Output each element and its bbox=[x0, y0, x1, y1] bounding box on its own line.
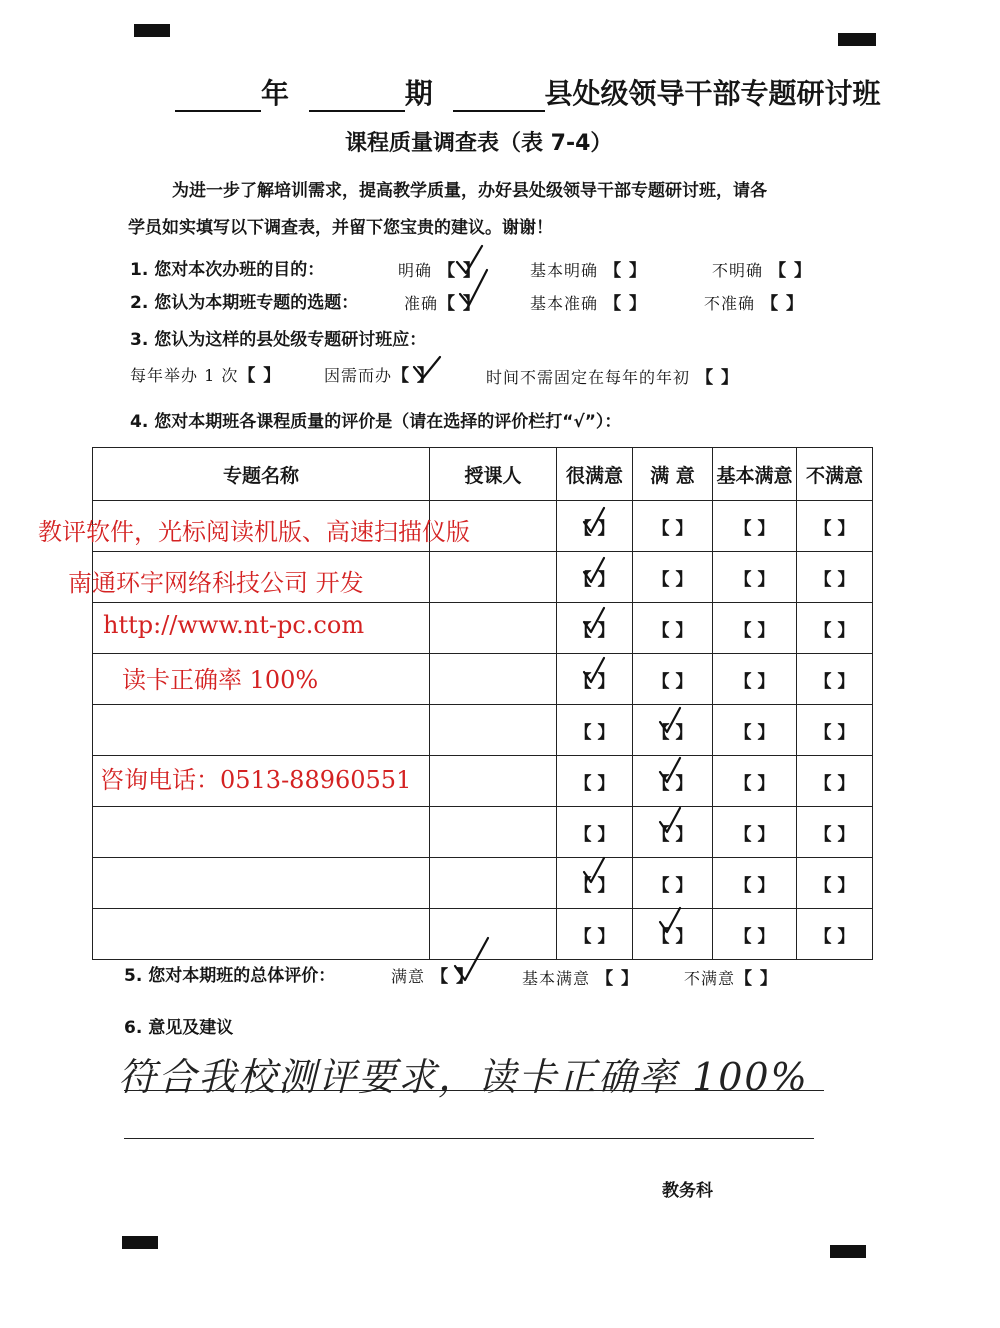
q3-label: 3. 您认为这样的县处级专题研讨班应： bbox=[130, 330, 427, 350]
handwritten-comment: 符合我校测评要求，读卡正确率 100% bbox=[118, 1055, 809, 1099]
rating-box-dissatisfied[interactable]: 【 】 bbox=[797, 807, 873, 858]
rating-box-dissatisfied[interactable]: 【 】 bbox=[797, 909, 873, 960]
q1-check-icon bbox=[457, 246, 482, 273]
q6-label: 6. 意见及建议 bbox=[124, 1018, 234, 1038]
q1-label: 1. 您对本次办班的目的： bbox=[130, 260, 325, 280]
table-check-icon bbox=[584, 658, 604, 682]
rating-box-satisfied[interactable]: 【 】 bbox=[633, 603, 713, 654]
rating-box-very-satisfied[interactable]: 【 】 bbox=[557, 756, 633, 807]
rating-box-basically-satisfied[interactable]: 【 】 bbox=[713, 756, 797, 807]
table-check-icon bbox=[584, 858, 604, 882]
overlay-software-text: 教评软件，光标阅读机版、高速扫描仪版 bbox=[38, 518, 470, 546]
rating-box-dissatisfied[interactable]: 【 】 bbox=[797, 654, 873, 705]
rating-box-satisfied[interactable]: 【 】 bbox=[633, 807, 713, 858]
q1-option-basically-clear[interactable]: 基本明确 【 】 bbox=[530, 261, 648, 281]
rating-box-very-satisfied[interactable]: 【 】 bbox=[557, 603, 633, 654]
q5-check-icon bbox=[455, 938, 488, 980]
header-very-satisfied: 很满意 bbox=[557, 448, 633, 501]
rating-box-dissatisfied[interactable]: 【 】 bbox=[797, 501, 873, 552]
rating-box-very-satisfied[interactable]: 【 】 bbox=[557, 807, 633, 858]
department-label: 教务科 bbox=[662, 1181, 713, 1201]
rating-box-satisfied[interactable]: 【 】 bbox=[633, 654, 713, 705]
rating-box-basically-satisfied[interactable]: 【 】 bbox=[713, 603, 797, 654]
intro-line-1: 为进一步了解培训需求，提高教学质量，办好县处级领导干部专题研讨班，请各 bbox=[172, 181, 767, 201]
table-check-icon bbox=[660, 908, 680, 932]
rating-box-basically-satisfied[interactable]: 【 】 bbox=[713, 501, 797, 552]
header-dissatisfied: 不满意 bbox=[797, 448, 873, 501]
q3-option-not-fixed[interactable]: 时间不需固定在每年的年初 【 】 bbox=[486, 368, 740, 388]
rating-box-satisfied[interactable]: 【 】 bbox=[633, 858, 713, 909]
rating-box-basically-satisfied[interactable]: 【 】 bbox=[713, 654, 797, 705]
q2-option-accurate[interactable]: 准确【 】 bbox=[404, 294, 481, 314]
rating-box-basically-satisfied[interactable]: 【 】 bbox=[713, 705, 797, 756]
q5-option-satisfied[interactable]: 满意 【 】 bbox=[391, 967, 475, 987]
rating-box-basically-satisfied[interactable]: 【 】 bbox=[713, 807, 797, 858]
rating-box-dissatisfied[interactable]: 【 】 bbox=[797, 603, 873, 654]
q3-option-as-needed[interactable]: 因需而办【 】 bbox=[324, 366, 435, 386]
header-satisfied: 满 意 bbox=[633, 448, 713, 501]
rating-box-very-satisfied[interactable]: 【 】 bbox=[557, 705, 633, 756]
table-check-icon bbox=[660, 708, 680, 732]
header-topic: 专题名称 bbox=[93, 448, 430, 501]
overlay-company-text: 南通环宇网络科技公司 开发 bbox=[68, 569, 364, 597]
header-lecturer: 授课人 bbox=[430, 448, 557, 501]
overlay-phone-text: 咨询电话：0513-88960551 bbox=[100, 766, 412, 794]
rating-box-satisfied[interactable]: 【 】 bbox=[633, 909, 713, 960]
q5-option-basically-satisfied[interactable]: 基本满意 【 】 bbox=[522, 969, 640, 989]
table-check-icon bbox=[584, 558, 604, 582]
intro-line-2: 学员如实填写以下调查表，并留下您宝贵的建议。谢谢！ bbox=[128, 218, 553, 238]
rating-box-very-satisfied[interactable]: 【 】 bbox=[557, 501, 633, 552]
rating-box-satisfied[interactable]: 【 】 bbox=[633, 501, 713, 552]
rating-box-very-satisfied[interactable]: 【 】 bbox=[557, 858, 633, 909]
q5-label: 5. 您对本期班的总体评价： bbox=[124, 966, 336, 986]
rating-box-satisfied[interactable]: 【 】 bbox=[633, 552, 713, 603]
q2-check-icon bbox=[460, 270, 487, 305]
form-subtitle: 课程质量调查表（表 7-4） bbox=[345, 131, 613, 156]
overlay-url-text: http://www.nt-pc.com bbox=[103, 611, 365, 639]
q4-label: 4. 您对本期班各课程质量的评价是（请在选择的评价栏打“√”）： bbox=[130, 412, 622, 432]
table-check-icon bbox=[660, 808, 680, 832]
rating-box-dissatisfied[interactable]: 【 】 bbox=[797, 705, 873, 756]
rating-box-dissatisfied[interactable]: 【 】 bbox=[797, 858, 873, 909]
rating-box-satisfied[interactable]: 【 】 bbox=[633, 705, 713, 756]
q3-option-yearly[interactable]: 每年举办 1 次【 】 bbox=[130, 366, 282, 386]
q5-option-dissatisfied[interactable]: 不满意【 】 bbox=[684, 969, 778, 989]
rating-box-very-satisfied[interactable]: 【 】 bbox=[557, 909, 633, 960]
table-check-icon bbox=[584, 608, 604, 632]
overlay-accuracy-text: 读卡正确率 100% bbox=[122, 666, 319, 694]
table-check-icon bbox=[584, 508, 604, 532]
header-basically-satisfied: 基本满意 bbox=[713, 448, 797, 501]
q1-option-clear[interactable]: 明确 【 】 bbox=[398, 261, 482, 281]
q2-option-inaccurate[interactable]: 不准确 【 】 bbox=[704, 294, 805, 314]
q2-option-basically-accurate[interactable]: 基本准确 【 】 bbox=[530, 294, 648, 314]
rating-box-very-satisfied[interactable]: 【 】 bbox=[557, 552, 633, 603]
q1-option-unclear[interactable]: 不明确 【 】 bbox=[712, 261, 813, 281]
q3-check-icon bbox=[414, 357, 440, 378]
rating-box-dissatisfied[interactable]: 【 】 bbox=[797, 552, 873, 603]
table-check-icon bbox=[660, 758, 680, 782]
rating-box-basically-satisfied[interactable]: 【 】 bbox=[713, 552, 797, 603]
rating-box-satisfied[interactable]: 【 】 bbox=[633, 756, 713, 807]
rating-box-basically-satisfied[interactable]: 【 】 bbox=[713, 858, 797, 909]
q2-label: 2. 您认为本期班专题的选题： bbox=[130, 293, 359, 313]
rating-box-very-satisfied[interactable]: 【 】 bbox=[557, 654, 633, 705]
rating-box-basically-satisfied[interactable]: 【 】 bbox=[713, 909, 797, 960]
page-title: 年 期 县处级领导干部专题研讨班 bbox=[175, 72, 881, 112]
rating-box-dissatisfied[interactable]: 【 】 bbox=[797, 756, 873, 807]
